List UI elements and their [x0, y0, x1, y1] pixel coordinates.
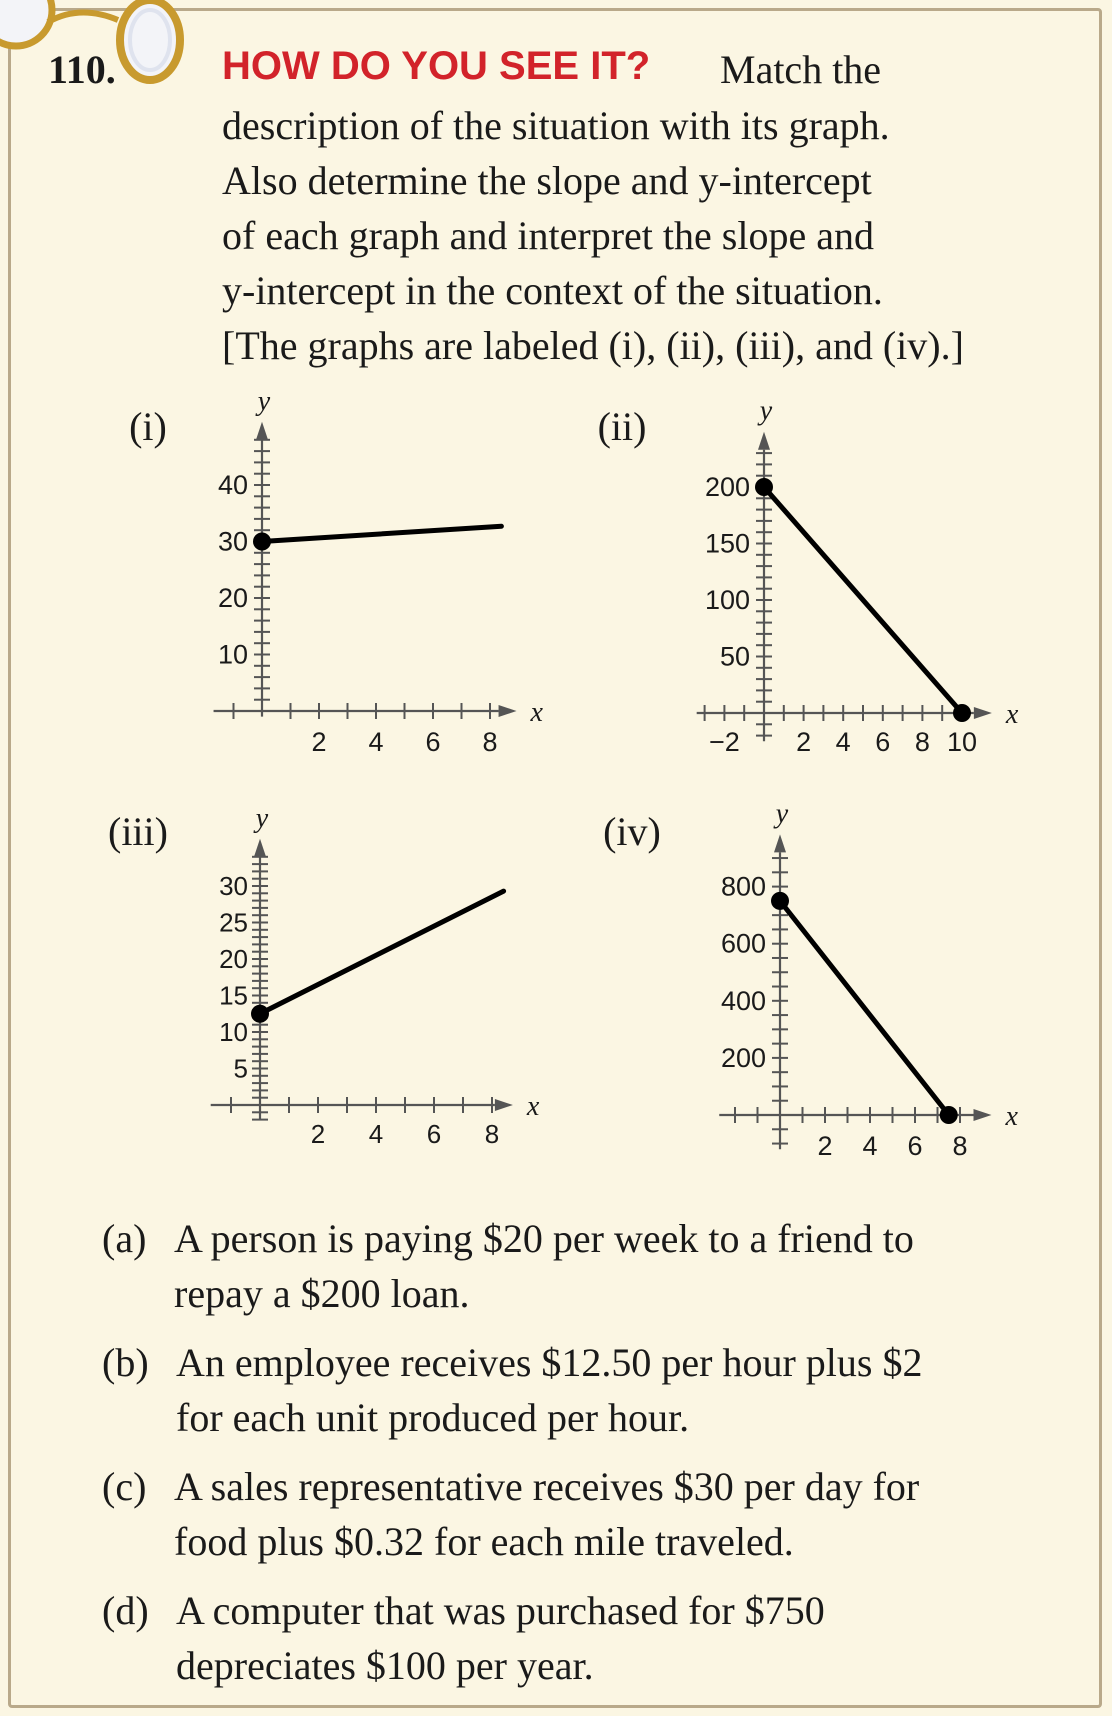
y-axis-arrow	[774, 834, 786, 852]
x-tick-label: 8	[482, 727, 498, 757]
item-text: depreciates $100 per year.	[176, 1643, 594, 1688]
x-tick-label: 8	[914, 727, 930, 757]
graph-label: (iii)	[108, 809, 168, 854]
x-axis-arrow	[974, 707, 992, 719]
y-tick-label: 100	[704, 585, 750, 615]
y-axis-label: y	[257, 385, 271, 417]
x-tick-label: −2	[709, 727, 740, 757]
y-tick-label: 20	[219, 944, 248, 974]
data-line	[262, 526, 501, 541]
data-point	[755, 478, 773, 496]
x-tick-label: 8	[484, 1119, 500, 1149]
x-tick-label: 2	[311, 727, 327, 757]
x-tick-label: 6	[875, 727, 891, 757]
x-tick-label: 6	[907, 1131, 923, 1161]
x-tick-label: 8	[952, 1131, 968, 1161]
x-tick-label: 4	[368, 727, 384, 757]
y-tick-label: 200	[704, 472, 750, 502]
item-label: (b)	[102, 1340, 149, 1385]
data-point	[251, 1005, 269, 1023]
x-axis-label: x	[526, 1091, 540, 1122]
y-axis-label: y	[255, 802, 269, 834]
x-axis-arrow	[974, 1109, 992, 1121]
data-line	[780, 901, 949, 1115]
x-axis-arrow	[499, 705, 517, 717]
y-tick-label: 10	[219, 1017, 248, 1047]
x-tick-label: 2	[817, 1131, 833, 1161]
data-line	[764, 487, 962, 713]
problem-line: Also determine the slope and y-intercept	[222, 158, 872, 203]
item-text: A computer that was purchased for $750	[176, 1588, 825, 1633]
x-tick-label: 4	[835, 727, 851, 757]
item-text: food plus $0.32 for each mile traveled.	[174, 1519, 794, 1564]
y-axis-arrow	[758, 432, 770, 450]
x-tick-label: 4	[862, 1131, 878, 1161]
x-tick-label: 2	[310, 1119, 326, 1149]
y-tick-label: 30	[219, 871, 248, 901]
y-tick-label: 800	[720, 871, 766, 902]
x-axis-arrow	[495, 1099, 513, 1111]
data-line	[260, 891, 504, 1014]
item-text: repay a $200 loan.	[174, 1271, 470, 1316]
problem-heading: HOW DO YOU SEE IT?	[222, 44, 651, 88]
item-label: (c)	[102, 1464, 147, 1509]
x-axis-label: x	[1005, 1101, 1018, 1132]
x-tick-label: 6	[425, 727, 441, 757]
item-text: A person is paying $20 per week to a friend to	[174, 1216, 914, 1261]
x-tick-label: 2	[796, 727, 812, 757]
problem-number: 110.	[48, 47, 116, 92]
y-tick-label: 50	[719, 641, 750, 672]
y-tick-label: 600	[720, 928, 766, 959]
data-point	[253, 533, 271, 551]
x-tick-label: 10	[946, 727, 978, 757]
data-point	[940, 1106, 958, 1124]
y-tick-label: 150	[704, 528, 750, 559]
y-axis-label: y	[775, 798, 789, 830]
graph-label: (ii)	[597, 404, 647, 449]
item-text: A sales representative receives $30 per day for	[174, 1464, 920, 1509]
y-tick-label: 25	[219, 907, 248, 938]
x-tick-label: 4	[368, 1119, 384, 1149]
y-tick-label: 200	[720, 1042, 766, 1073]
y-tick-label: 400	[720, 985, 766, 1016]
y-tick-label: 15	[219, 980, 248, 1011]
problem-line: [The graphs are labeled (i), (ii), (iii), and (iv).]	[222, 323, 964, 368]
item-label: (d)	[102, 1588, 149, 1633]
problem-line: description of the situation with its graph.	[222, 103, 890, 148]
y-tick-label: 20	[217, 583, 248, 613]
problem-lead: Match the	[720, 47, 882, 92]
y-axis-label: y	[759, 395, 773, 427]
item-text: An employee receives $12.50 per hour plus $2	[176, 1340, 923, 1385]
data-point	[953, 704, 971, 722]
y-tick-label: 30	[217, 526, 248, 557]
y-axis-arrow	[254, 839, 266, 857]
x-axis-label: x	[1005, 699, 1019, 730]
y-axis-arrow	[256, 422, 268, 440]
y-tick-label: 5	[233, 1053, 248, 1084]
problem-line: of each graph and interpret the slope and	[222, 213, 874, 258]
x-axis-label: x	[530, 697, 543, 728]
data-point	[771, 892, 789, 910]
item-label: (a)	[102, 1216, 147, 1261]
y-tick-label: 10	[217, 639, 248, 670]
item-text: for each unit produced per hour.	[176, 1395, 690, 1440]
problem-line: y-intercept in the context of the situation.	[222, 268, 883, 313]
y-tick-label: 40	[217, 470, 248, 500]
graph-label: (iv)	[603, 809, 661, 854]
x-tick-label: 6	[426, 1119, 442, 1149]
graph-label: (i)	[129, 404, 167, 449]
